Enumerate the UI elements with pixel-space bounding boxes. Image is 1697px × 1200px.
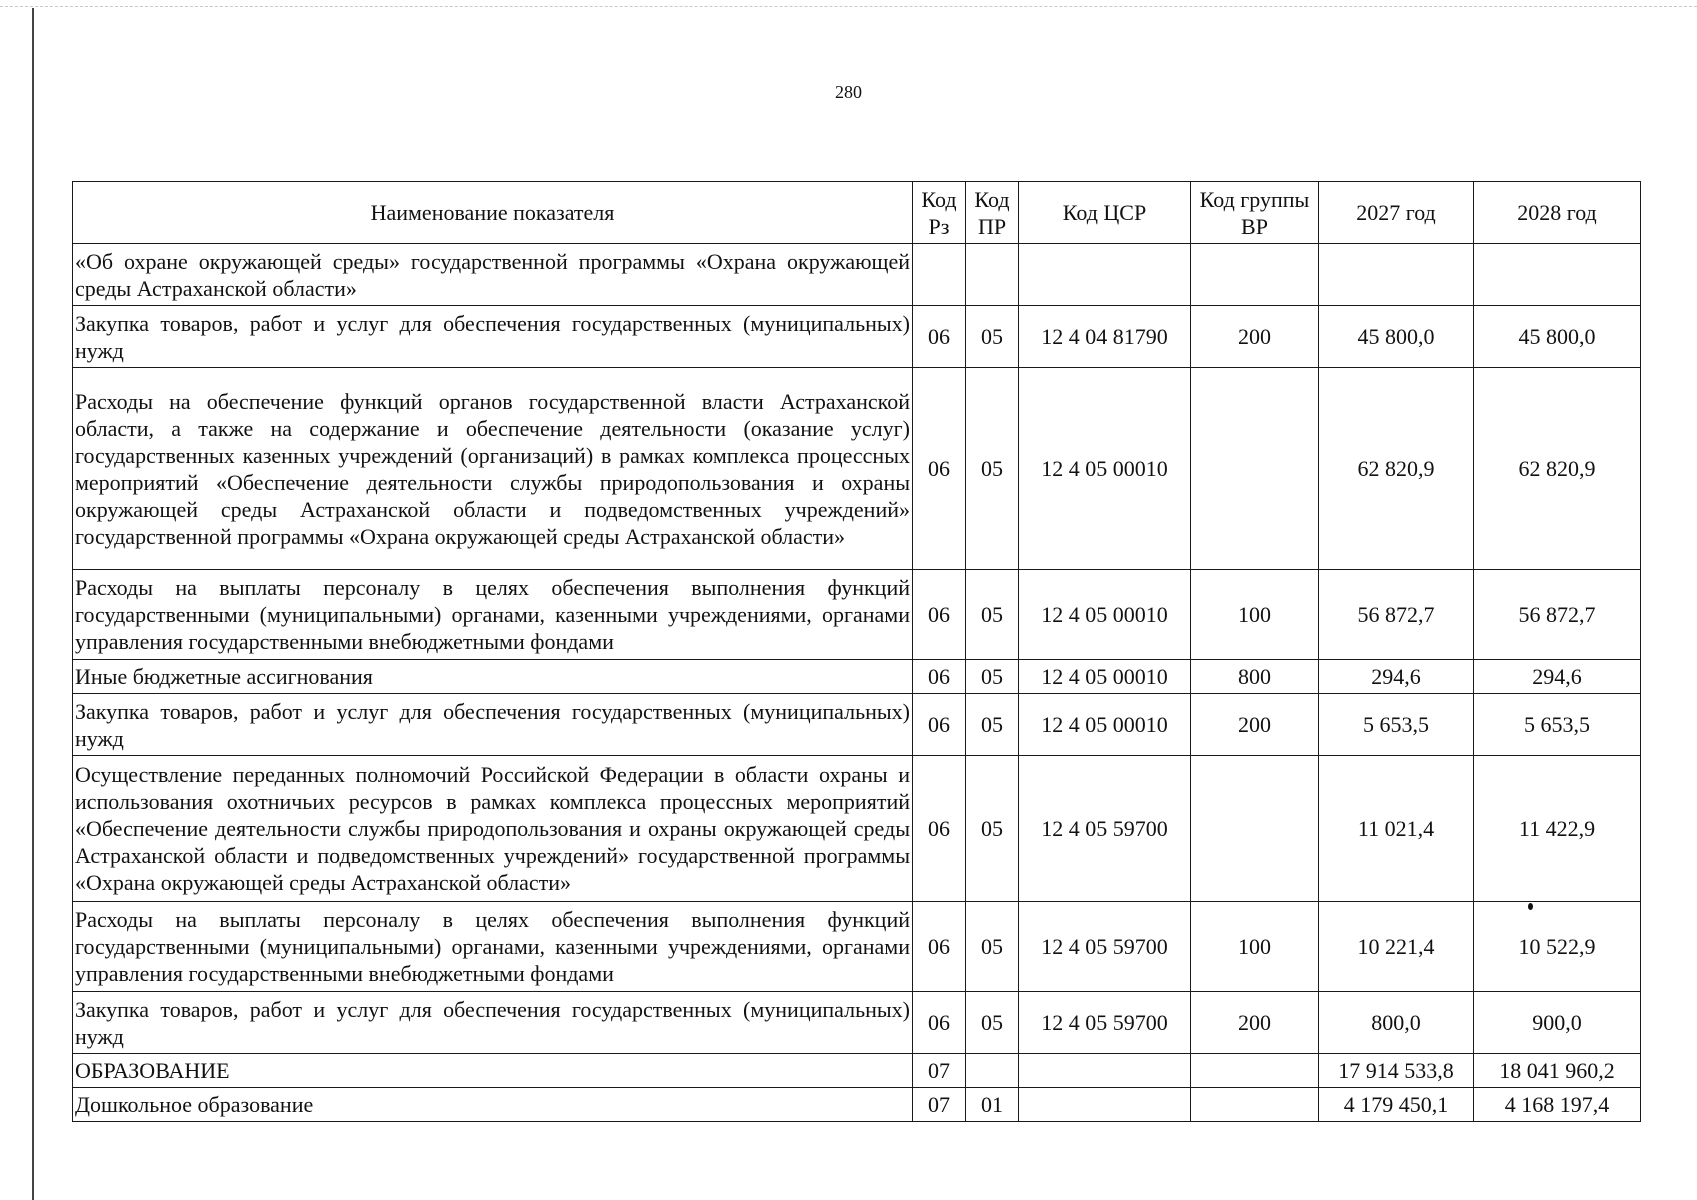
row-name: Расходы на обеспечение функций органов государственной власти Астраханской области, а также на содержание и обеспечение деятельности (оказание услуг) государственных казенных учреждений (организаций) в рамках комплекса процессных мероприятий «Обеспечение деятельности службы природопользования и охраны окружающей среды Астраханской области и подведомственных учреждений» государственной программы «Охрана окружающей среды Астраханской области» [73, 368, 913, 570]
row-csr [1019, 1088, 1191, 1122]
row-vr [1191, 244, 1319, 306]
row-2027: 17 914 533,8 [1319, 1054, 1474, 1088]
row-rz [913, 244, 966, 306]
row-rz: 07 [913, 1054, 966, 1088]
row-pr: 01 [966, 1088, 1019, 1122]
row-rz: 07 [913, 1088, 966, 1122]
table-row [73, 660, 1641, 694]
row-2027: 62 820,9 [1319, 368, 1474, 570]
row-2028: 4 168 197,4 [1474, 1088, 1641, 1122]
table-row [73, 902, 1641, 992]
row-name: Закупка товаров, работ и услуг для обеспечения государственных (муниципальных) нужд [73, 992, 913, 1054]
row-pr [966, 1054, 1019, 1088]
table-row [73, 694, 1641, 756]
row-csr [1019, 1054, 1191, 1088]
table-row [73, 368, 1641, 570]
row-2028 [1474, 244, 1641, 306]
row-2028: 5 653,5 [1474, 694, 1641, 756]
row-csr: 12 4 05 59700 [1019, 756, 1191, 902]
ink-mark [1528, 903, 1533, 910]
row-2027: 5 653,5 [1319, 694, 1474, 756]
table-row [73, 244, 1641, 306]
header-row [73, 182, 1641, 244]
scan-left-edge [32, 8, 34, 1200]
row-rz: 06 [913, 694, 966, 756]
row-name: Иные бюджетные ассигнования [73, 660, 913, 694]
budget-table [72, 181, 1641, 1122]
row-2028: 294,6 [1474, 660, 1641, 694]
row-rz: 06 [913, 660, 966, 694]
row-name: Закупка товаров, работ и услуг для обеспечения государственных (муниципальных) нужд [73, 306, 913, 368]
row-rz: 06 [913, 368, 966, 570]
row-name: Дошкольное образование [73, 1088, 913, 1122]
table-row [73, 756, 1641, 902]
row-csr: 12 4 04 81790 [1019, 306, 1191, 368]
row-csr: 12 4 05 00010 [1019, 570, 1191, 660]
row-2027 [1319, 244, 1474, 306]
row-2027: 45 800,0 [1319, 306, 1474, 368]
row-2027: 4 179 450,1 [1319, 1088, 1474, 1122]
table-row [73, 1054, 1641, 1088]
row-rz: 06 [913, 570, 966, 660]
row-2028: 62 820,9 [1474, 368, 1641, 570]
row-pr: 05 [966, 756, 1019, 902]
row-vr [1191, 1054, 1319, 1088]
row-2028: 56 872,7 [1474, 570, 1641, 660]
row-vr: 800 [1191, 660, 1319, 694]
row-2027: 800,0 [1319, 992, 1474, 1054]
row-name: Осуществление переданных полномочий Российской Федерации в области охраны и использования охотничьих ресурсов в рамках комплекса процессных мероприятий «Обеспечение деятельности службы природопользования и охраны окружающей среды Астраханской области и подведомственных учреждений» государственной программы «Охрана окружающей среды Астраханской области» [73, 756, 913, 902]
row-vr: 100 [1191, 902, 1319, 992]
table-row [73, 992, 1641, 1054]
table-row [73, 1088, 1641, 1122]
row-vr: 200 [1191, 306, 1319, 368]
row-csr: 12 4 05 00010 [1019, 368, 1191, 570]
row-vr: 200 [1191, 992, 1319, 1054]
row-csr: 12 4 05 00010 [1019, 660, 1191, 694]
row-2028: 900,0 [1474, 992, 1641, 1054]
row-rz: 06 [913, 306, 966, 368]
row-2027: 56 872,7 [1319, 570, 1474, 660]
row-2027: 11 021,4 [1319, 756, 1474, 902]
row-rz: 06 [913, 992, 966, 1054]
page-number: 280 [835, 82, 862, 102]
row-2028: 10 522,9 [1474, 902, 1641, 992]
row-name: ОБРАЗОВАНИЕ [73, 1054, 913, 1088]
row-name: Расходы на выплаты персоналу в целях обеспечения выполнения функций государственными (муниципальными) органами, казенными учреждениями, органами управления государственными внебюджетными фондами [73, 902, 913, 992]
row-2028: 18 041 960,2 [1474, 1054, 1641, 1088]
header-rz: Код Рз [913, 182, 966, 244]
table-row [73, 306, 1641, 368]
row-rz: 06 [913, 902, 966, 992]
row-pr: 05 [966, 306, 1019, 368]
row-csr: 12 4 05 00010 [1019, 694, 1191, 756]
row-2028: 45 800,0 [1474, 306, 1641, 368]
row-csr [1019, 244, 1191, 306]
row-pr: 05 [966, 660, 1019, 694]
row-csr: 12 4 05 59700 [1019, 992, 1191, 1054]
table-row [73, 570, 1641, 660]
header-name: Наименование показателя [73, 182, 913, 244]
row-pr: 05 [966, 992, 1019, 1054]
row-csr: 12 4 05 59700 [1019, 902, 1191, 992]
row-2027: 294,6 [1319, 660, 1474, 694]
header-2027: 2027 год [1319, 182, 1474, 244]
scan-top-edge [0, 6, 1697, 7]
row-vr: 200 [1191, 694, 1319, 756]
row-pr [966, 244, 1019, 306]
row-vr: 100 [1191, 570, 1319, 660]
header-2028: 2028 год [1474, 182, 1641, 244]
row-vr [1191, 756, 1319, 902]
row-pr: 05 [966, 902, 1019, 992]
row-pr: 05 [966, 368, 1019, 570]
row-2027: 10 221,4 [1319, 902, 1474, 992]
row-pr: 05 [966, 694, 1019, 756]
header-vr: Код группы ВР [1191, 182, 1319, 244]
row-name: «Об охране окружающей среды» государственной программы «Охрана окружающей среды Астраханской области» [73, 244, 913, 306]
row-rz: 06 [913, 756, 966, 902]
row-2028: 11 422,9 [1474, 756, 1641, 902]
row-vr [1191, 1088, 1319, 1122]
row-name: Закупка товаров, работ и услуг для обеспечения государственных (муниципальных) нужд [73, 694, 913, 756]
row-name: Расходы на выплаты персоналу в целях обеспечения выполнения функций государственными (муниципальными) органами, казенными учреждениями, органами управления государственными внебюджетными фондами [73, 570, 913, 660]
header-csr: Код ЦСР [1019, 182, 1191, 244]
row-pr: 05 [966, 570, 1019, 660]
header-pr: Код ПР [966, 182, 1019, 244]
row-vr [1191, 368, 1319, 570]
